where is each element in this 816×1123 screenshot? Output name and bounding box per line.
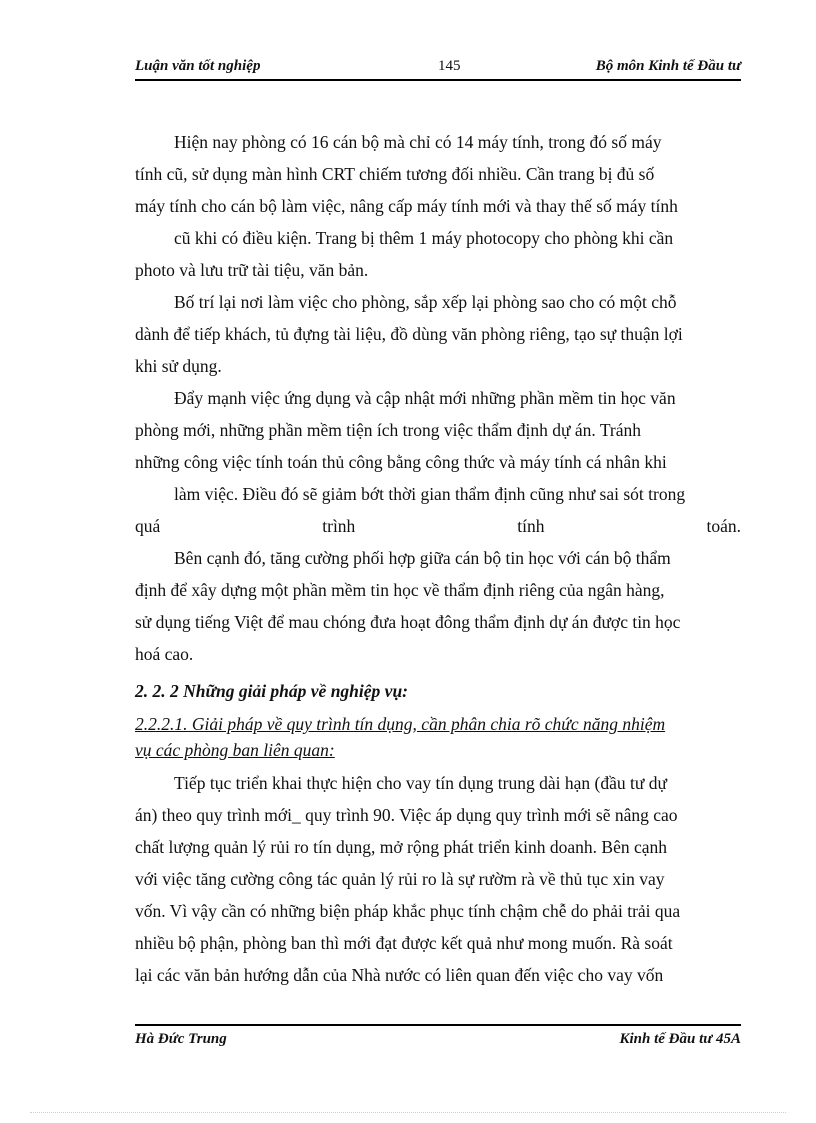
page-edge-divider xyxy=(30,1112,786,1113)
text-line: tính cũ, sử dụng màn hình CRT chiếm tương đối nhiều. Cần trang bị đủ số xyxy=(135,164,655,184)
text-line: phòng mới, những phần mềm tiện ích trong việc thẩm định dự án. Tránh xyxy=(135,420,642,440)
text-line: lại các văn bản hướng dẫn của Nhà nước có liên quan đến việc cho vay vốn xyxy=(135,965,664,985)
text-line: những công việc tính toán thủ công bằng công thức và máy tính cá nhân khi xyxy=(135,452,667,472)
text-line: sử dụng tiếng Việt để mau chóng đưa hoạt đông thẩm định dự án được tin học xyxy=(135,612,681,632)
justified-line xyxy=(135,515,741,537)
text-line: cũ khi có điều kiện. Trang bị thêm 1 máy photocopy cho phòng khi cần xyxy=(174,228,674,248)
text-line: khi sử dụng. xyxy=(135,356,222,376)
subsection-heading: 2.2.2.1. Giải pháp về quy trình tín dụng, cần phân chia rõ chức năng nhiệm xyxy=(135,714,666,734)
word: tính xyxy=(517,516,545,536)
page-footer xyxy=(135,1029,741,1051)
text-line: Bên cạnh đó, tăng cường phối hợp giữa cán bộ tin học với cán bộ thẩm xyxy=(174,548,671,568)
text-line: máy tính cho cán bộ làm việc, nâng cấp máy tính mới và thay thế số máy tính xyxy=(135,196,678,216)
text-line: Đẩy mạnh việc ứng dụng và cập nhật mới những phần mềm tin học văn xyxy=(174,388,676,408)
footer-rule xyxy=(135,1024,741,1026)
footer-author: Hà Đức Trung xyxy=(135,1031,227,1047)
text-line: vốn. Vì vậy cần có những biện pháp khắc phục tính chậm chễ do phải trải qua xyxy=(135,901,681,921)
page-header xyxy=(135,56,741,78)
text-line: Bố trí lại nơi làm việc cho phòng, sắp xếp lại phòng sao cho có một chỗ xyxy=(174,292,677,312)
word: trình xyxy=(322,516,356,536)
text-line: nhiều bộ phận, phòng ban thì mới đạt được kết quả như mong muốn. Rà soát xyxy=(135,933,673,953)
header-thesis-label: Luận văn tốt nghiệp xyxy=(135,58,261,74)
header-rule xyxy=(135,79,741,81)
footer-class: Kinh tế Đầu tư 45A xyxy=(619,1031,741,1047)
text-line: Hiện nay phòng có 16 cán bộ mà chỉ có 14 máy tính, trong đó số máy xyxy=(174,132,662,152)
subsection-heading-cont: vụ các phòng ban liên quan: xyxy=(135,740,335,760)
section-heading: 2. 2. 2 Những giải pháp về nghiệp vụ: xyxy=(135,681,409,701)
header-department-label: Bộ môn Kinh tế Đầu tư xyxy=(595,58,741,74)
text-line: định để xây dựng một phần mềm tin học về thẩm định riêng của ngân hàng, xyxy=(135,580,665,600)
text-line: Tiếp tục triển khai thực hiện cho vay tín dụng trung dài hạn (đầu tư dự xyxy=(174,773,667,793)
text-line: photo và lưu trữ tài tiệu, văn bản. xyxy=(135,260,369,280)
text-line: làm việc. Điều đó sẽ giảm bớt thời gian thẩm định cũng như sai sót trong xyxy=(174,484,686,504)
text-line: dành để tiếp khách, tủ đựng tài liệu, đồ dùng văn phòng riêng, tạo sự thuận lợi xyxy=(135,324,683,344)
text-line: hoá cao. xyxy=(135,644,194,664)
word: quá xyxy=(135,516,161,536)
text-line: với việc tăng cường công tác quản lý rủi ro là sự rườm rà về thủ tục xin vay xyxy=(135,869,665,889)
text-line: chất lượng quản lý rủi ro tín dụng, mở rộng phát triển kinh doanh. Bên cạnh xyxy=(135,837,667,857)
page-number: 145 xyxy=(438,58,461,74)
word: toán. xyxy=(706,516,741,536)
text-line: án) theo quy trình mới_ quy trình 90. Việc áp dụng quy trình mới sẽ nâng cao xyxy=(135,805,678,825)
